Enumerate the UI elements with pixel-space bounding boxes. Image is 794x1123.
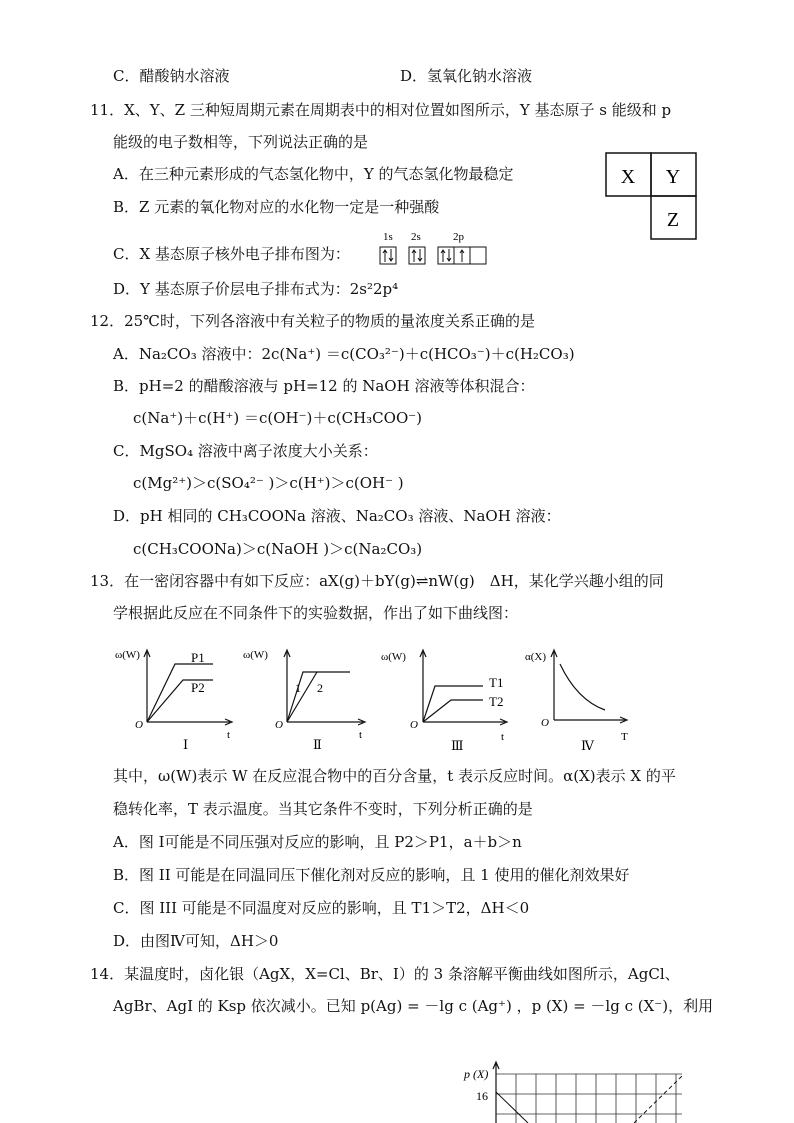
q13-option-d: D．由图Ⅳ可知，ΔH＞0 — [113, 932, 279, 950]
graph-4-ylabel: α(X) — [525, 651, 547, 663]
orbital-diagram — [374, 228, 494, 270]
q12-stem: 12．25℃时，下列各溶液中有关粒子的物质的量浓度关系正确的是 — [90, 312, 535, 330]
graph-2-y-axis — [284, 650, 290, 722]
orbital-label-1s: 1s — [383, 231, 393, 243]
graph-1-y-axis — [144, 650, 150, 722]
q12-option-b: B．pH=2 的醋酸溶液与 pH=12 的 NaOH 溶液等体积混合： — [113, 377, 535, 395]
q11-option-c: C．X 基态原子核外电子排布图为： — [113, 245, 350, 263]
q11-option-b: B．Z 元素的氧化物对应的水化物一定是一种强酸 — [113, 198, 440, 216]
graph-3-x-axis — [423, 719, 507, 725]
graph-2-x-axis — [287, 719, 365, 725]
grid-cell-y: Y — [665, 166, 681, 188]
graph-1-xlabel: t — [227, 729, 231, 741]
graph-1-label-p1: P1 — [191, 650, 205, 665]
orbital-label-2p: 2p — [453, 231, 464, 243]
graph-2-ylabel: ω(W) — [243, 649, 268, 661]
q13-graphs — [105, 642, 635, 754]
periodic-position-grid — [605, 152, 705, 242]
q14-stem-line2: AgBr、AgI 的 Ksp 依次减小。已知 p(Ag) = －lg c (Ag⁺) ，p (X) = －lg c (X⁻)，利用 — [113, 997, 714, 1015]
graph-2-xlabel: t — [359, 729, 363, 741]
graph-3-curve-t1 — [423, 686, 483, 722]
q13-option-c: C．图 III 可能是不同温度对反应的影响，且 T1＞T2，ΔH＜0 — [113, 899, 530, 917]
graph-3-roman: Ⅲ — [451, 738, 464, 753]
q14-stem-line1: 14．某温度时，卤化银（AgX，X=Cl、Br、I）的 3 条溶解平衡曲线如图所示，AgCl、 — [90, 965, 680, 983]
q12-option-a: A．Na₂CO₃ 溶液中：2c(Na⁺) ＝c(CO₃²⁻)＋c(HCO₃⁻)＋c(H₂CO₃) — [113, 345, 575, 363]
orbital-label-2s: 2s — [411, 231, 421, 243]
q10-option-d: D．氢氧化钠水溶液 — [400, 67, 533, 85]
q13-desc-line2: 稳转化率，T 表示温度。当其它条件不变时，下列分析正确的是 — [113, 800, 533, 818]
graph-3-origin: O — [410, 719, 418, 731]
q11-option-a: A．在三种元素形成的气态氢化物中，Y 的气态氢化物最稳定 — [113, 165, 514, 183]
q14-graph — [458, 1056, 698, 1123]
graph-3-y-axis — [420, 650, 426, 722]
grid-cell-x: X — [620, 166, 636, 188]
graph-3-ylabel: ω(W) — [381, 651, 406, 663]
q13-desc-line1: 其中，ω(W)表示 W 在反应混合物中的百分含量，t 表示反应时间。α(X)表示 X 的平 — [113, 767, 676, 785]
q13-option-a: A．图 Ⅰ可能是不同压强对反应的影响，且 P2＞P1，a＋b＞n — [113, 833, 522, 851]
q11-stem-line1: 11．X、Y、Z 三种短周期元素在周期表中的相对位置如图所示，Y 基态原子 s 能级和 p — [90, 101, 672, 119]
graph-4 — [551, 650, 627, 723]
graph-4-y-axis — [551, 650, 557, 720]
graph-1 — [144, 650, 232, 725]
graph-3-curve-t2 — [423, 700, 483, 722]
graph-4-curve — [560, 664, 605, 710]
graph-1-ylabel: ω(W) — [115, 649, 140, 661]
q14-graph-ylabel: p (X) — [464, 1067, 489, 1081]
graph-3-label-t1: T1 — [489, 675, 504, 690]
q12-option-c: C．MgSO₄ 溶液中离子浓度大小关系： — [113, 442, 378, 460]
q12-option-c-expr: c(Mg²⁺)＞c(SO₄²⁻ )＞c(H⁺)＞c(OH⁻ ) — [133, 474, 404, 492]
q13-option-b: B．图 II 可能是在同温同压下催化剂对反应的影响，且 1 使用的催化剂效果好 — [113, 866, 630, 884]
graph-1-roman: Ⅰ — [183, 737, 189, 752]
q13-stem-line2: 学根据此反应在不同条件下的实验数据，作出了如下曲线图： — [113, 604, 519, 622]
q11-option-d: D．Y 基态原子价层电子排布式为：2s²2p⁴ — [113, 280, 399, 298]
q11-stem-line2: 能级的电子数相等，下列说法正确的是 — [113, 133, 369, 151]
q12-option-d: D．pH 相同的 CH₃COONa 溶液、Na₂CO₃ 溶液、NaOH 溶液： — [113, 507, 561, 525]
graph-4-xlabel: T — [621, 731, 628, 743]
graph-2-roman: Ⅱ — [313, 737, 322, 752]
graph-4-origin: O — [541, 717, 549, 729]
q14-graph-tick-16: 16 — [476, 1089, 488, 1103]
graph-3-label-t2: T2 — [489, 694, 504, 709]
q13-stem-line1: 13．在一密闭容器中有如下反应：aX(g)＋bY(g)⇌nW(g) ΔH，某化学兴趣小组的同 — [90, 572, 664, 590]
q10-option-c: C．醋酸钠水溶液 — [113, 67, 230, 85]
graph-1-x-axis — [147, 719, 232, 725]
graph-2-label-2: 2 — [317, 681, 323, 695]
graph-2-label-1: 1 — [295, 681, 301, 695]
q12-option-b-expr: c(Na⁺)＋c(H⁺) ＝c(OH⁻)＋c(CH₃COO⁻) — [133, 409, 423, 427]
q12-option-d-expr: c(CH₃COONa)＞c(NaOH )＞c(Na₂CO₃) — [133, 540, 423, 558]
graph-4-roman: Ⅳ — [581, 738, 594, 753]
graph-2-curve-1 — [287, 672, 350, 722]
graph-3-xlabel: t — [501, 731, 505, 743]
graph-1-origin: O — [135, 719, 143, 731]
graph-2-curve-2 — [287, 672, 317, 722]
grid-cell-z: Z — [666, 209, 680, 231]
graph-4-x-axis — [554, 717, 627, 723]
graph-1-label-p2: P2 — [191, 680, 205, 695]
graph-2-origin: O — [275, 719, 283, 731]
